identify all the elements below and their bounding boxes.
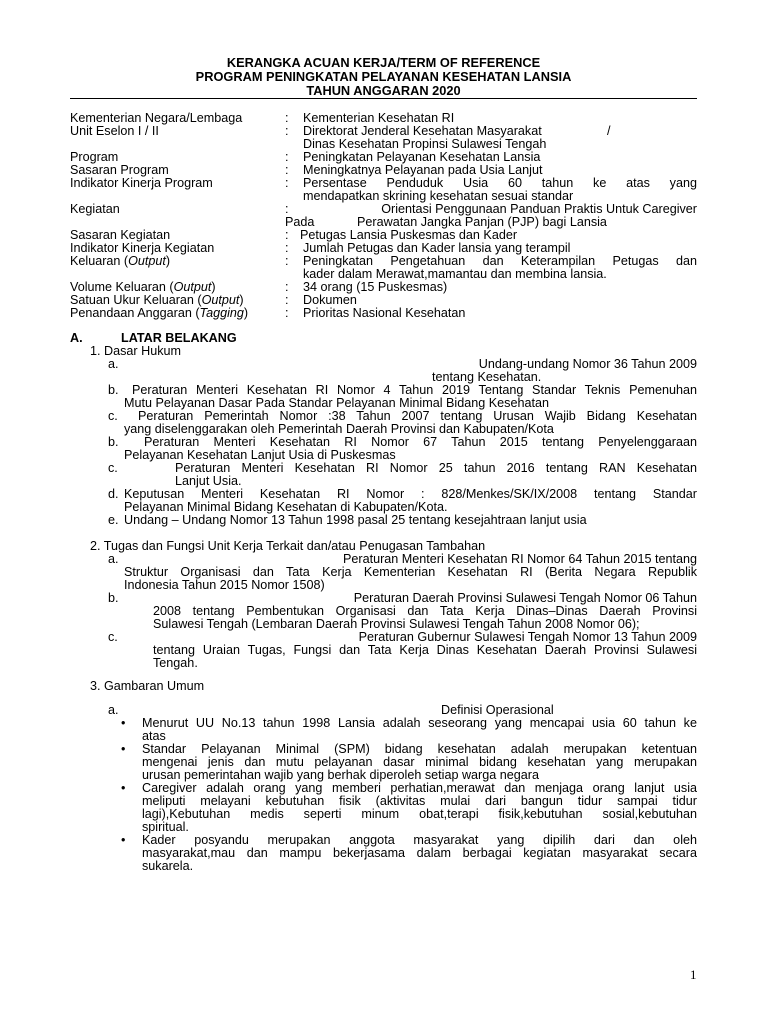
dasar-hukum-a-line2: tentang Kesehatan. [432, 370, 542, 384]
label-satuan-ukur: Satuan Ukur Keluaran (Output) [70, 293, 244, 307]
dasar-hukum-b1-line1: Peraturan Menteri Kesehatan RI Nomor 4 Tahun 2019 Tentang Standar Teknis Pemenuhan [132, 383, 697, 397]
colon: : [285, 124, 289, 138]
value-indikator-program-2: mendapatkan skrining kesehatan sesuai standar [303, 189, 574, 203]
label-program: Program [70, 150, 119, 164]
section-a-letter: A. [70, 331, 83, 345]
value-kegiatan-pada: Pada [285, 215, 315, 229]
bullet-2-line1: Standar Pelayanan Minimal (SPM) bidang kesehatan adalah merupakan ketentuan [142, 742, 697, 756]
section-a-title: LATAR BELAKANG [121, 331, 237, 345]
header-rule [70, 98, 697, 99]
dasar-hukum-b1-line2: Mutu Pelayanan Dasar Pada Standar Pelayanan Minimal Bidang Kesehatan [124, 396, 549, 410]
label-indikator-program: Indikator Kinerja Program [70, 176, 213, 190]
bullet-1-marker: • [121, 716, 126, 730]
colon: : [285, 228, 289, 242]
tugas-c-line1: Peraturan Gubernur Sulawesi Tengah Nomor 13 Tahun 2009 [358, 630, 697, 644]
gambaran-a-title: Definisi Operasional [441, 703, 554, 717]
bullet-4-line2: masyarakat,mau dan mampu bekerjasama dalam berbagai kegiatan masyarakat secara [142, 846, 697, 860]
value-satuan-ukur: Dokumen [303, 293, 357, 307]
label-kementerian: Kementerian Negara/Lembaga [70, 111, 243, 125]
value-indikator-program-1: Persentase Penduduk Usia 60 tahun ke atas yang [303, 176, 697, 190]
value-indikator-kegiatan: Jumlah Petugas dan Kader lansia yang terampil [303, 241, 571, 255]
bullet-3-marker: • [121, 781, 126, 795]
dasar-hukum-b2-letter: b. [108, 435, 119, 449]
bullet-4-line1: Kader posyandu merupakan anggota masyarakat yang dipilih dari dan oleh [142, 833, 697, 847]
bullet-3-line4: spiritual. [142, 820, 189, 834]
dasar-hukum-c1-line2: yang diselenggarakan oleh Pemerintah Daerah Provinsi dan Kabupaten/Kota [124, 422, 554, 436]
dasar-hukum-d-letter: d. [108, 487, 119, 501]
dasar-hukum-c2-line2: Lanjut Usia. [175, 474, 242, 488]
bullet-3-line2: meliputi melayani kebutuhan fisik (aktivitas mulai dari bangun tidur sampai tidur [142, 794, 697, 808]
value-unit-eselon-1: Direktorat Jenderal Kesehatan Masyarakat [303, 124, 542, 138]
value-unit-eselon-2: Dinas Kesehatan Propinsi Sulawesi Tengah [303, 137, 547, 151]
doc-title-line1: KERANGKA ACUAN KERJA/TERM OF REFERENCE [226, 55, 541, 70]
dasar-hukum-c1-letter: c. [108, 409, 118, 423]
label-penandaan-anggaran: Penandaan Anggaran (Tagging) [70, 306, 249, 320]
gambaran-heading: 3. Gambaran Umum [90, 679, 205, 693]
dasar-hukum-d-line2: Pelayanan Minimal Bidang Kesehatan di Kabupaten/Kota. [124, 500, 448, 514]
dasar-hukum-a-letter: a. [108, 357, 119, 371]
value-kementerian: Kementerian Kesehatan RI [303, 111, 455, 125]
dasar-hukum-c1-line1: Peraturan Pemerintah Nomor :38 Tahun 2007 tentang Urusan Wajib Bidang Kesehatan [138, 409, 697, 423]
doc-title-line3: TAHUN ANGGARAN 2020 [306, 83, 461, 98]
tugas-b-line2: 2008 tentang Pembentukan Organisasi dan Tata Kerja Dinas–Dinas Daerah Provinsi [153, 604, 697, 618]
colon: : [285, 306, 289, 320]
gambaran-a-letter: a. [108, 703, 119, 717]
colon: : [285, 293, 289, 307]
tugas-a-letter: a. [108, 552, 119, 566]
dasar-hukum-b2-line1: Peraturan Menteri Kesehatan RI Nomor 67 Tahun 2015 tentang Penyelenggaraan [144, 435, 697, 449]
dasar-hukum-a-line1: Undang-undang Nomor 36 Tahun 2009 [478, 357, 697, 371]
colon: : [285, 111, 289, 125]
dasar-hukum-e-line1: Undang – Undang Nomor 13 Tahun 1998 pasal 25 tentang kesejahtraan lanjut usia [124, 513, 587, 527]
tugas-a-line1: Peraturan Menteri Kesehatan RI Nomor 64 Tahun 2015 tentang [342, 552, 697, 566]
doc-title-line2: PROGRAM PENINGKATAN PELAYANAN KESEHATAN LANSIA [195, 69, 572, 84]
dasar-hukum-c2-line1: Peraturan Menteri Kesehatan RI Nomor 25 tahun 2016 tentang RAN Kesehatan [175, 461, 697, 475]
bullet-4-marker: • [121, 833, 126, 847]
dasar-hukum-c2-letter: c. [108, 461, 118, 475]
colon: : [285, 163, 289, 177]
tugas-c-line2: tentang Uraian Tugas, Fungsi dan Tata Kerja Dinas Kesehatan Daerah Provinsi Sulawesi [153, 643, 697, 657]
label-kegiatan: Kegiatan [70, 202, 120, 216]
colon: : [285, 150, 289, 164]
value-sasaran-kegiatan: Petugas Lansia Puskesmas dan Kader [300, 228, 518, 242]
tugas-c-line3: Tengah. [153, 656, 198, 670]
tugas-c-letter: c. [108, 630, 118, 644]
dasar-hukum-b2-line2: Pelayanan Kesehatan Lanjut Usia di Puskesmas [124, 448, 396, 462]
bullet-3-line1: Caregiver adalah orang yang memberi perhatian,merawat dan menjaga orang lanjut usia [142, 781, 697, 795]
label-sasaran-kegiatan: Sasaran Kegiatan [70, 228, 171, 242]
tugas-b-line3: Sulawesi Tengah (Lembaran Daerah Provinsi Sulawesi Tengah Tahun 2008 Nomor 06); [153, 617, 640, 631]
dasar-hukum-b1-letter: b. [108, 383, 119, 397]
dasar-hukum-d-line1: Keputusan Menteri Kesehatan RI Nomor : 828/Menkes/SK/IX/2008 tentang Standar [124, 487, 697, 501]
bullet-4-line3: sukarela. [142, 859, 194, 873]
page-number: 1 [690, 967, 697, 982]
value-volume-keluaran: 34 orang (15 Puskesmas) [303, 280, 448, 294]
label-sasaran-program: Sasaran Program [70, 163, 169, 177]
colon: : [285, 202, 289, 216]
value-kegiatan-1: Orientasi Penggunaan Panduan Praktis Untuk Caregiver [381, 202, 697, 216]
colon: : [285, 241, 289, 255]
tugas-a-line2: Struktur Organisasi dan Tata Kerja Kementerian Kesehatan RI (Berita Negara Republik [124, 565, 697, 579]
dasar-hukum-e-letter: e. [108, 513, 119, 527]
tugas-b-letter: b. [108, 591, 119, 605]
bullet-1-line1: Menurut UU No.13 tahun 1998 Lansia adalah seseorang yang mencapai usia 60 tahun ke [142, 716, 697, 730]
value-unit-slash: / [607, 124, 611, 138]
label-unit-eselon: Unit Eselon I / II [70, 124, 159, 138]
tugas-a-line3: Indonesia Tahun 2015 Nomor 1508) [124, 578, 325, 592]
value-sasaran-program: Meningkatnya Pelayanan pada Usia Lanjut [303, 163, 543, 177]
bullet-2-marker: • [121, 742, 126, 756]
label-keluaran: Keluaran (Output) [70, 254, 171, 268]
colon: : [285, 254, 289, 268]
bullet-2-line3: urusan pemerintahan wajib yang berhak diperoleh setiap warga negara [142, 768, 539, 782]
label-indikator-kegiatan: Indikator Kinerja Kegiatan [70, 241, 215, 255]
label-volume-keluaran: Volume Keluaran (Output) [70, 280, 216, 294]
colon: : [285, 176, 289, 190]
colon: : [285, 280, 289, 294]
bullet-2-line2: mengenai jenis dan mutu pelayanan dasar minimal bidang kesehatan yang merupakan [142, 755, 697, 769]
value-keluaran-1: Peningkatan Pengetahuan dan Keterampilan Petugas dan [303, 254, 697, 268]
bullet-1-line2: atas [142, 729, 166, 743]
tugas-b-line1: Peraturan Daerah Provinsi Sulawesi Tengah Nomor 06 Tahun [353, 591, 697, 605]
value-kegiatan-2: Perawatan Jangka Panjan (PJP) bagi Lansia [357, 215, 607, 229]
tugas-heading: 2. Tugas dan Fungsi Unit Kerja Terkait dan/atau Penugasan Tambahan [90, 539, 486, 553]
bullet-3-line3: lagi),Kebutuhan medis seperti minum obat,terapi fisik,kebutuhan sosial,kebutuhan [142, 807, 697, 821]
value-penandaan-anggaran: Prioritas Nasional Kesehatan [303, 306, 466, 320]
value-program: Peningkatan Pelayanan Kesehatan Lansia [303, 150, 541, 164]
value-keluaran-2: kader dalam Merawat,mamantau dan membina lansia. [303, 267, 607, 281]
dasar-hukum-heading: 1. Dasar Hukum [90, 344, 181, 358]
